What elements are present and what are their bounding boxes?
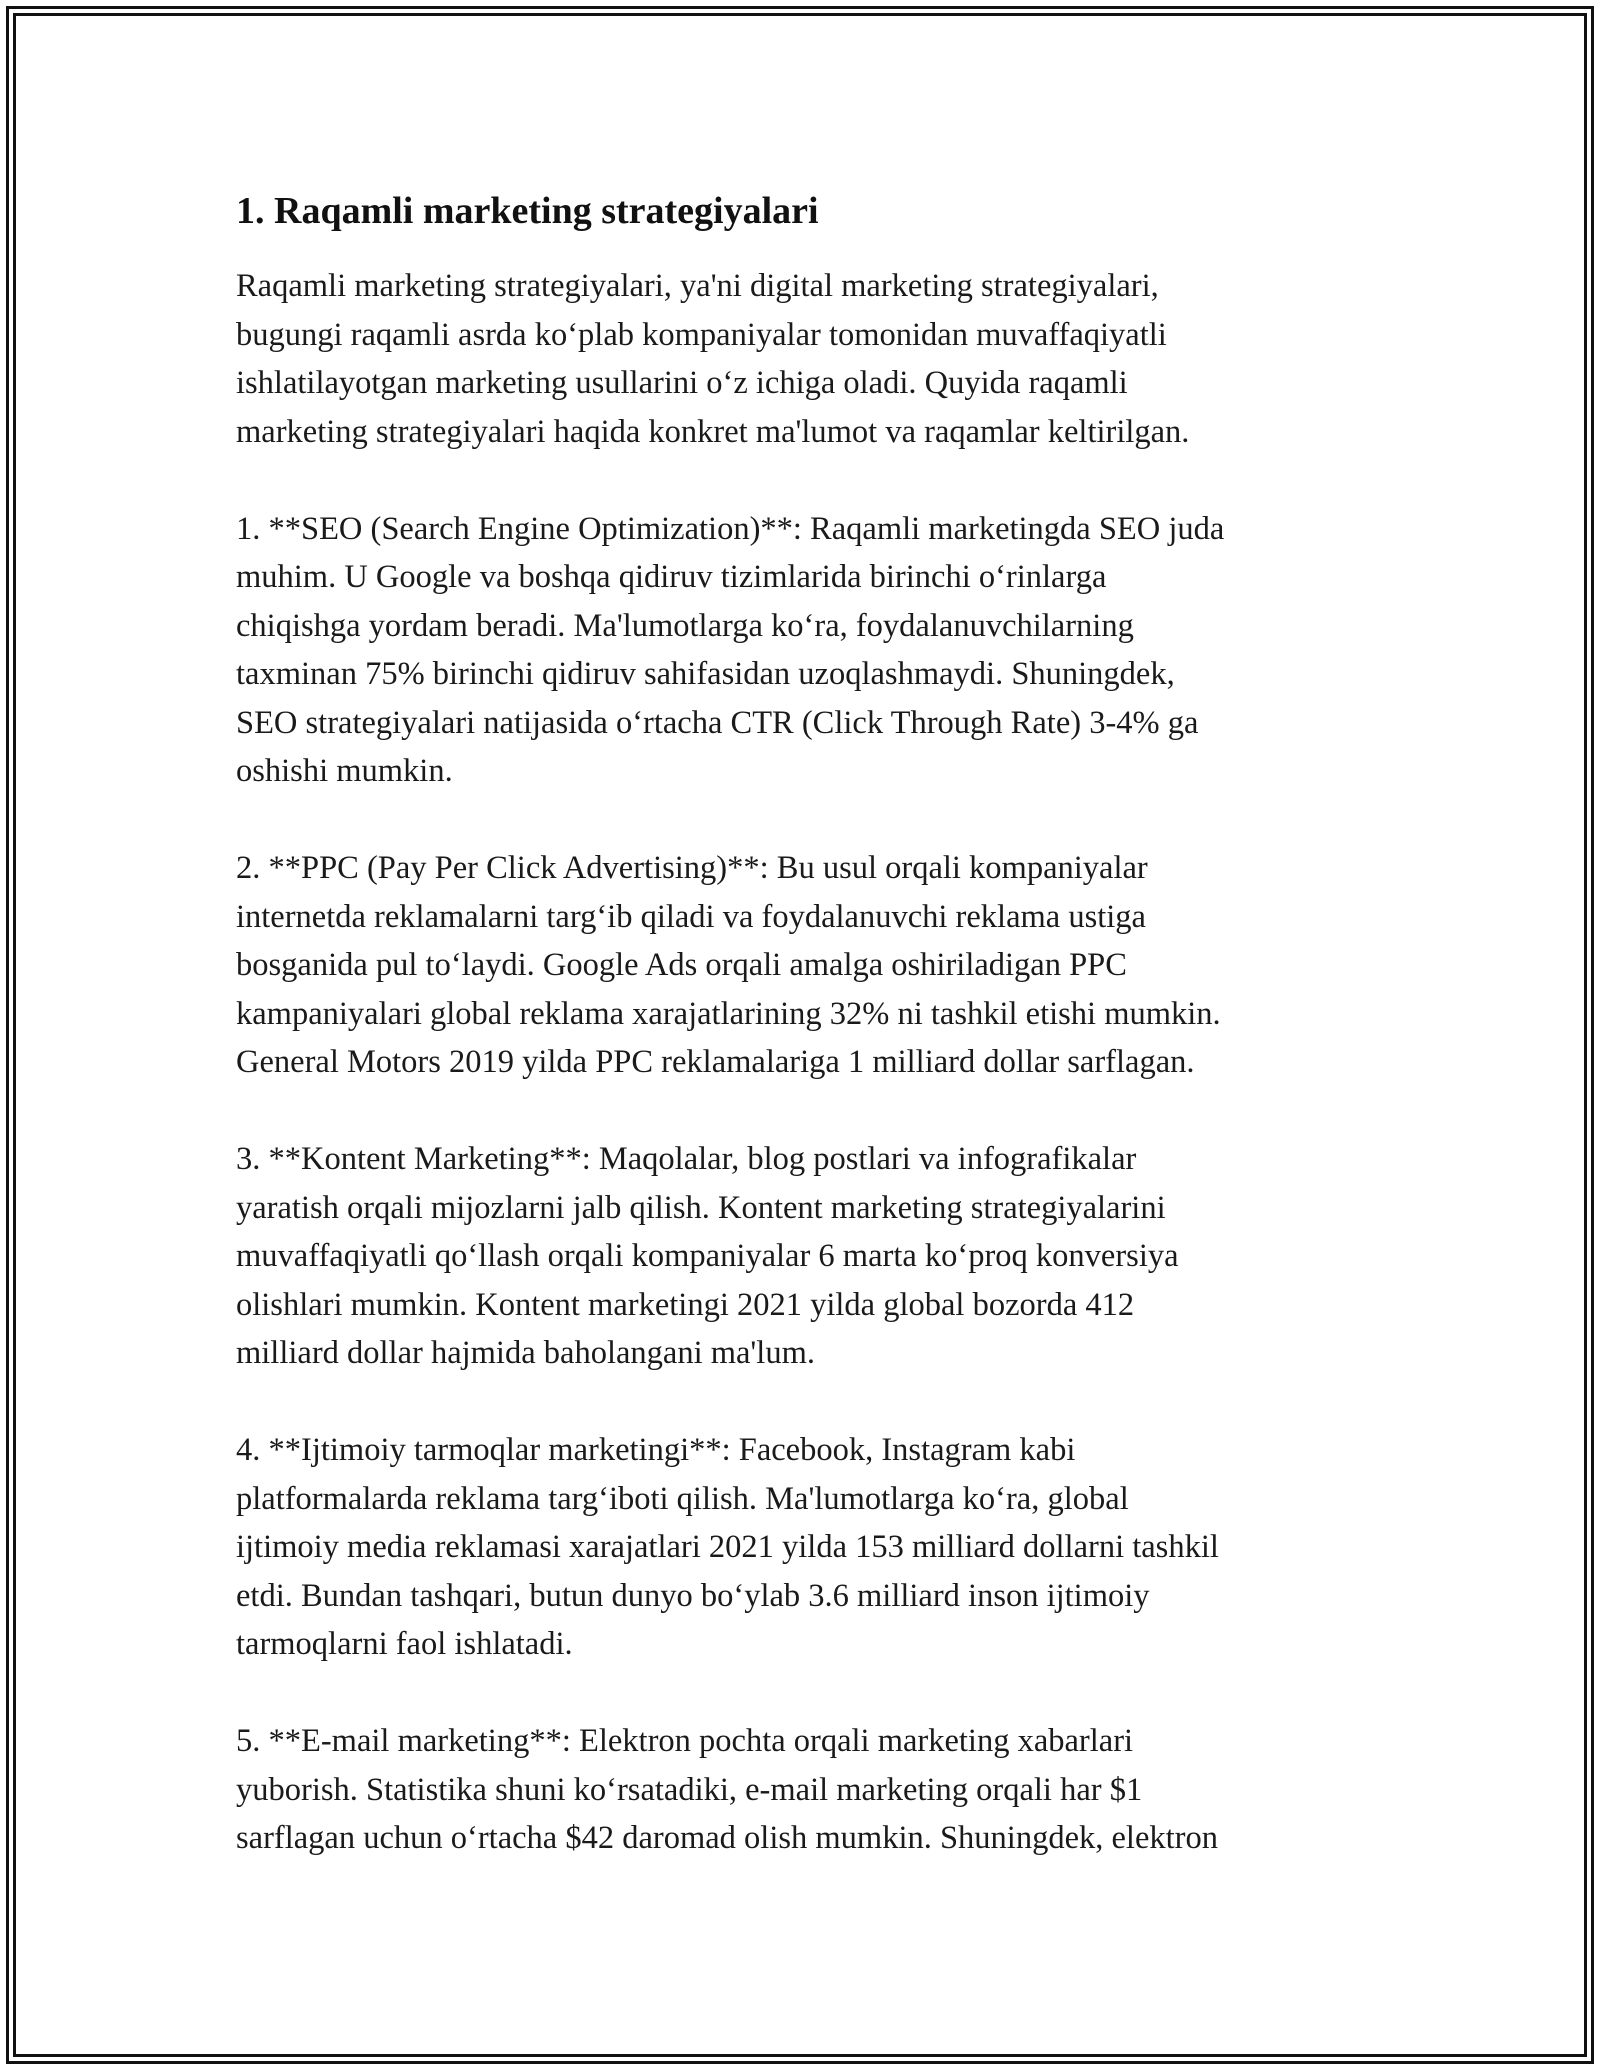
paragraph-line: SEO strategiyalari natijasida oʻrtacha CTR (Click Through Rate) 3-4% ga: [236, 704, 1199, 741]
paragraph-line: sarflagan uchun oʻrtacha $42 daromad olish mumkin. Shuningdek, elektron: [236, 1820, 1218, 1856]
paragraph-line: bosganida pul toʻlaydi. Google Ads orqali amalga oshiriladigan PPC: [236, 947, 1127, 983]
paragraph-line: milliard dollar hajmida baholangani ma'lum.: [236, 1335, 815, 1371]
paragraph-line: ijtimoiy media reklamasi xarajatlari 2021 yilda 153 milliard dollarni tashkil: [236, 1529, 1219, 1565]
document-body: [236, 186, 1376, 1911]
paragraph-line: chiqishga yordam beradi. Ma'lumotlarga koʻra, foydalanuvchilarning: [236, 607, 1134, 644]
paragraph-line: muhim. U Google va boshqa qidiruv tizimlarida birinchi oʻrinlarga: [236, 559, 1107, 595]
content-marketing-paragraph: [236, 1135, 1376, 1378]
paragraph-line: internetda reklamalarni targʻib qiladi va foydalanuvchi reklama ustiga: [236, 898, 1146, 935]
paragraph-line: 2. **PPC (Pay Per Click Advertising)**: Bu usul orqali kompaniyalar: [236, 850, 1148, 886]
intro-paragraph: [236, 262, 1376, 456]
paragraph-line: yaratish orqali mijozlarni jalb qilish. Kontent marketing strategiyalarini: [236, 1189, 1166, 1226]
paragraph-line: 1. **SEO (Search Engine Optimization)**: Raqamli marketingda SEO juda: [236, 510, 1225, 547]
paragraph-line: muvaffaqiyatli qoʻllash orqali kompaniyalar 6 marta koʻproq konversiya: [236, 1238, 1179, 1274]
seo-paragraph: [236, 505, 1376, 796]
paragraph-line: 5. **E-mail marketing**: Elektron pochta orqali marketing xabarlari: [236, 1723, 1134, 1759]
paragraph-line: tarmoqlarni faol ishlatadi.: [236, 1626, 573, 1662]
document-title: 1. Raqamli marketing strategiyalari: [236, 190, 819, 232]
paragraph-line: ishlatilayotgan marketing usullarini oʻz ichiga oladi. Quyida raqamli: [236, 365, 1128, 401]
paragraph-line: General Motors 2019 yilda PPC reklamalariga 1 milliard dollar sarflagan.: [236, 1044, 1195, 1080]
ppc-paragraph: [236, 844, 1376, 1087]
paragraph-line: olishlari mumkin. Kontent marketingi 2021 yilda global bozorda 412: [236, 1286, 1135, 1323]
paragraph-line: marketing strategiyalari haqida konkret ma'lumot va raqamlar keltirilgan.: [236, 413, 1190, 450]
paragraph-line: yuborish. Statistika shuni koʻrsatadiki, e-mail marketing orqali har $1: [236, 1771, 1143, 1808]
email-marketing-paragraph: [236, 1717, 1376, 1863]
paragraph-line: 4. **Ijtimoiy tarmoqlar marketingi**: Facebook, Instagram kabi: [236, 1432, 1076, 1468]
paragraph-line: etdi. Bundan tashqari, butun dunyo boʻylab 3.6 milliard inson ijtimoiy: [236, 1577, 1150, 1614]
social-media-paragraph: [236, 1426, 1376, 1669]
paragraph-line: Raqamli marketing strategiyalari, ya'ni digital marketing strategiyalari,: [236, 268, 1159, 304]
paragraph-line: kampaniyalari global reklama xarajatlarining 32% ni tashkil etishi mumkin.: [236, 995, 1221, 1032]
paragraph-line: taxminan 75% birinchi qidiruv sahifasidan uzoqlashmaydi. Shuningdek,: [236, 656, 1175, 692]
paragraph-line: bugungi raqamli asrda koʻplab kompaniyalar tomonidan muvaffaqiyatli: [236, 316, 1167, 353]
paragraph-line: oshishi mumkin.: [236, 753, 453, 789]
paragraph-line: 3. **Kontent Marketing**: Maqolalar, blog postlari va infografikalar: [236, 1141, 1137, 1177]
paragraph-line: platformalarda reklama targʻiboti qilish. Ma'lumotlarga koʻra, global: [236, 1480, 1129, 1517]
